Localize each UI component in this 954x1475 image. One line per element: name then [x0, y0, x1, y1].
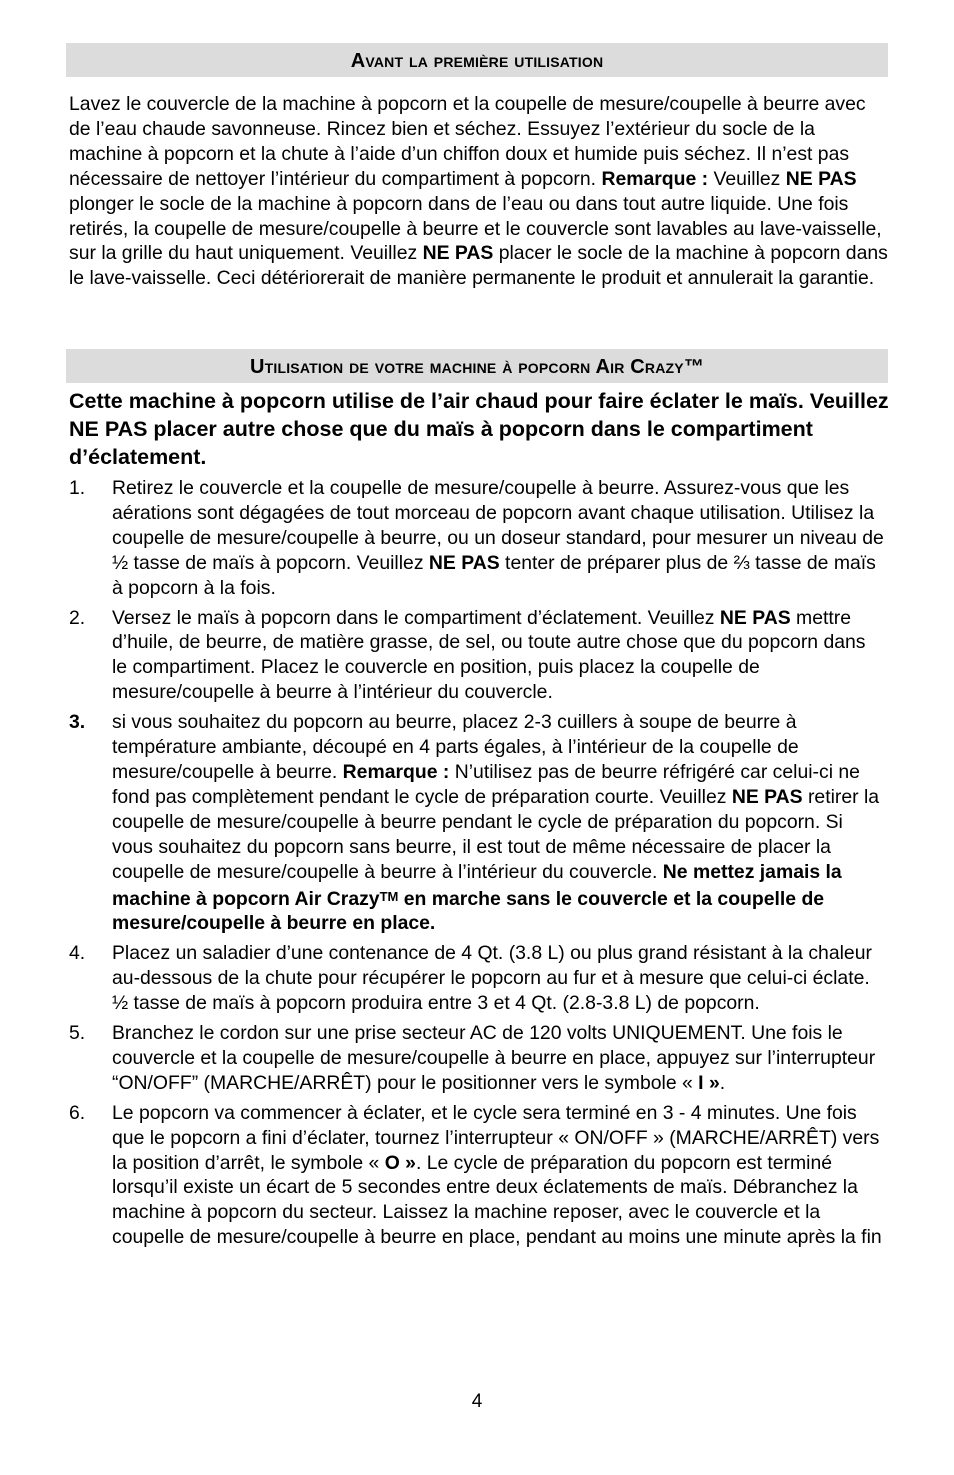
step-item	[0, 606, 954, 706]
text-run: Le popcorn va commencer à éclater, et le cycle sera terminé en 3 - 4 minutes. Une fois que le popcorn a fini d’éclater, tournez l’interrupteur « ON/OFF » (MARCHE/ARRÊT) vers la position d’arrêt, le symbole «	[112, 1101, 880, 1174]
step-number: 3.	[69, 711, 86, 734]
warning-emphasis: en marche sans le couvercle et la coupelle de mesure/coupelle à beurre en place.	[112, 887, 825, 935]
text-run: .	[719, 1071, 726, 1094]
warning-emphasis: NE PAS	[785, 167, 857, 190]
step-item	[0, 710, 954, 936]
section-header-usage	[66, 349, 888, 383]
switch-symbol: O »	[384, 1151, 416, 1174]
text-run: Placez un saladier d’une contenance de 4 Qt. (3.8 L) ou plus grand résistant à la chaleur au-dessous de la chute pour récupérer le popcorn au fur et à mesure que celui-ci éclate. ½ tasse de maïs à popcorn produira entre 3 et 4 Qt. (2.8-3.8 L) de popcorn.	[112, 942, 872, 1015]
text-run: plonger le socle de la machine à popcorn dans de l’eau ou dans tout autre liquide. Une fois retirés, la coupelle de mesure/coupelle à beurre et le couvercle sont lavables au lave-vaisselle, sur la grille du haut uniquement. Veuillez	[69, 192, 882, 265]
text-run: Branchez le cordon sur une prise secteur AC de 120 volts UNIQUEMENT. Une fois le couvercle et la coupelle de mesure/coupelle à beurre en place, appuyez sur l’interrupteur “ON/OFF” (MARCHE/ARRÊT) pour le positionner vers le symbole «	[112, 1022, 876, 1094]
step-number: 4.	[69, 942, 86, 965]
section-header-before-first-use	[66, 43, 888, 77]
step-text	[112, 710, 884, 936]
usage-steps-list	[0, 476, 954, 1250]
text-run: mettre d’huile, de beurre, de matière grasse, de sel, ou toute autre chose que du popcorn dans le compartiment. Placez le couvercle en position, puis placez la coupelle de mesure/coupelle à beurre à l’intérieur du couvercle.	[112, 606, 866, 704]
warning-emphasis: NE PAS	[428, 551, 500, 574]
step-item	[0, 941, 954, 1016]
warning-emphasis: NE PAS	[731, 785, 803, 808]
step-text	[112, 476, 884, 601]
step-text	[112, 1101, 884, 1250]
step-text	[112, 606, 884, 706]
note-label: Remarque :	[342, 760, 450, 783]
trademark-symbol: TM	[379, 888, 399, 904]
text-run: placer le socle de la machine à popcorn dans le lave-vaisselle. Ceci détériorerait de manière permanente le produit et annulerait la garantie.	[69, 242, 888, 290]
step-number: 6.	[69, 1101, 86, 1124]
step-item	[0, 1101, 954, 1250]
step-number: 5.	[69, 1022, 86, 1045]
step-item	[0, 1021, 954, 1096]
warning-emphasis: Ne mettez jamais la machine à popcorn Air Crazy	[112, 860, 842, 910]
step-text	[112, 1021, 884, 1096]
text-run: tenter de préparer plus de ⅔ tasse de maïs à popcorn à la fois.	[112, 551, 876, 599]
before-use-paragraph	[69, 92, 891, 291]
warning-emphasis: NE PAS	[422, 242, 494, 265]
text-run: Versez le maïs à popcorn dans le compartiment d’éclatement. Veuillez	[112, 606, 720, 629]
text-run: si vous souhaitez du popcorn au beurre, placez 2-3 cuillers à soupe de beurre à température ambiante, découpé en 4 parts égales, à l’intérieur de la coupelle de mesure/coupelle à beurre.	[112, 711, 799, 783]
usage-lead-paragraph: Cette machine à popcorn utilise de l’air chaud pour faire éclater le maïs. Veuillez NE PAS placer autre chose que du maïs à popcorn dans le compartiment d’éclatement.	[69, 389, 889, 470]
text-run: retirer la coupelle de mesure/coupelle à beurre pendant le cycle de préparation du popcorn. Si vous souhaitez du popcorn sans beurre, il est tout de même nécessaire de placer la coupelle de mesure/coupelle à beurre à l’intérieur du couvercle.	[112, 785, 880, 883]
text-run: . Le cycle de préparation du popcorn est terminé lorsqu’il existe un écart de 5 secondes entre deux éclatements de maïs. Débranchez la machine à popcorn du secteur. Laissez la machine reposer, avec le couvercle et la coupelle de mesure/coupelle à beurre en place, pendant au moins une minute après la fin	[112, 1151, 882, 1249]
step-item	[0, 476, 954, 601]
step-number: 1.	[69, 477, 86, 499]
step-text	[112, 941, 884, 1016]
text-run: Veuillez	[708, 167, 786, 190]
note-label: Remarque :	[601, 167, 709, 190]
text-run: N’utilisez pas de beurre réfrigéré car celui-ci ne fond pas complètement pendant le cycle de préparation courte. Veuillez	[112, 760, 860, 808]
section-title: Utilisation de votre machine à popcorn Air Crazy™	[249, 356, 705, 378]
warning-emphasis: NE PAS	[719, 606, 791, 629]
section-title: Avant la première utilisation	[350, 50, 604, 72]
switch-symbol: I »	[698, 1071, 720, 1094]
text-run: Lavez le couvercle de la machine à popcorn et la coupelle de mesure/coupelle à beurre avec de l’eau chaude savonneuse. Rincez bien et séchez. Essuyez l’extérieur du socle de la machine à popcorn et la chute à l’aide d’un chiffon doux et humide puis séchez. Il n’est pas nécessaire de nettoyer l’intérieur du compartiment à popcorn.	[69, 93, 866, 190]
step-number: 2.	[69, 606, 86, 629]
text-run: Retirez le couvercle et la coupelle de mesure/coupelle à beurre. Assurez-vous que les aérations sont dégagées de tout morceau de popcorn avant chaque utilisation. Utilisez la coupelle de mesure/coupelle à beurre, ou un doseur standard, pour mesurer un niveau de ½ tasse de maïs à popcorn. Veuillez	[112, 477, 884, 574]
page-number: 4	[471, 1391, 483, 1412]
